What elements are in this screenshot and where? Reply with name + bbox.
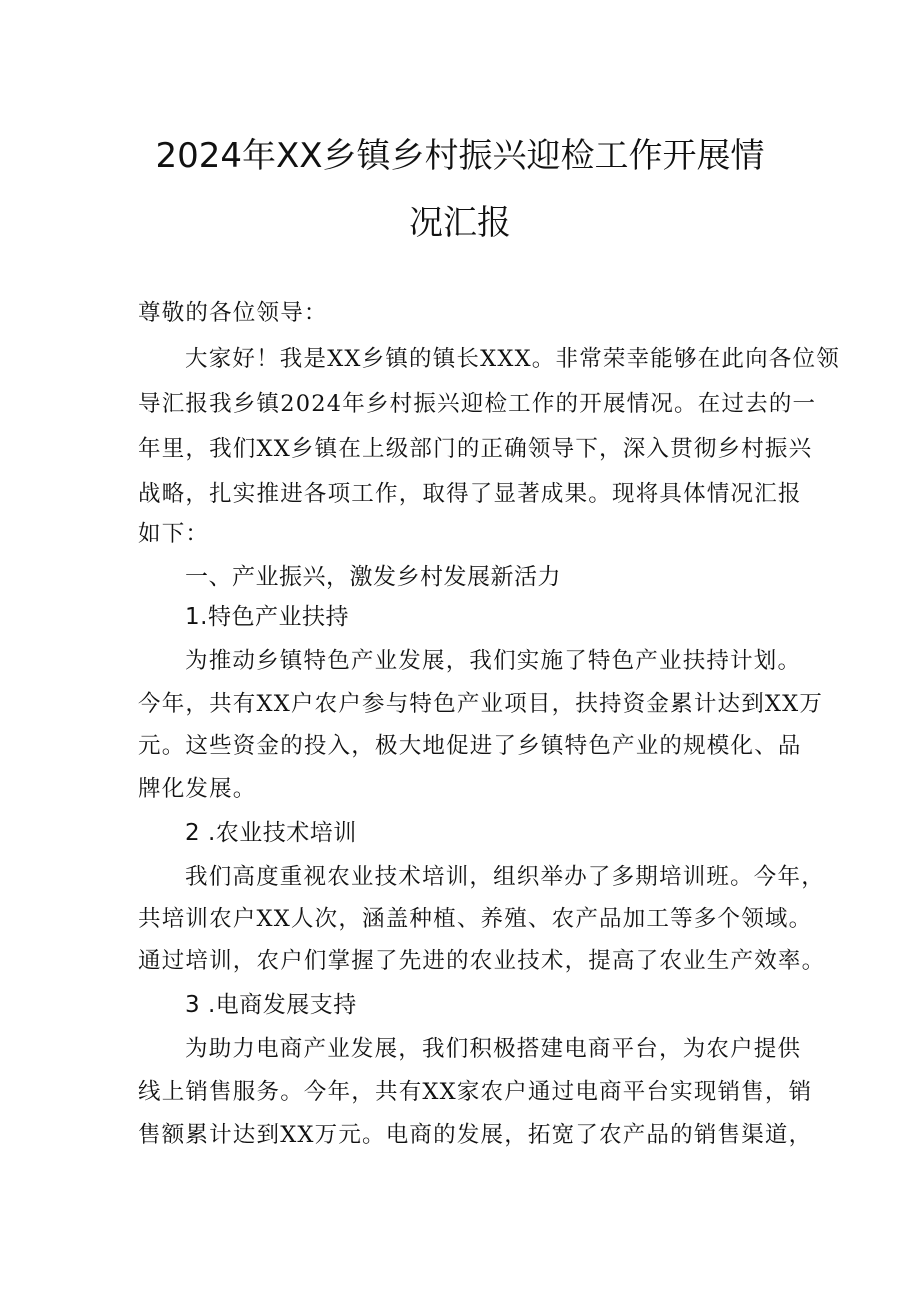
paragraph-line: 共培训农户XX人次，涵盖种植、养殖、农产品加工等多个领域。 [138, 906, 813, 932]
paragraph-line: 线上销售服务。今年，共有XX家农户通过电商平台实现销售，销 [138, 1079, 813, 1105]
paragraph-line: 为助力电商产业发展，我们积极搭建电商平台，为农户提供 [185, 1036, 802, 1062]
intro-line: 如下： [138, 521, 210, 547]
subheading-ecommerce: 3 .电商发展支持 [185, 992, 357, 1018]
paragraph-line: 元。这些资金的投入，极大地促进了乡镇特色产业的规模化、品 [138, 733, 802, 759]
paragraph-line: 今年，共有XX户农户参与特色产业项目，扶持资金累计达到XX万 [138, 691, 824, 717]
intro-line: 年里，我们XX乡镇在上级部门的正确领导下，深入贯彻乡村振兴 [138, 436, 813, 462]
intro-line: 大家好！我是XX乡镇的镇长XXX。非常荣幸能够在此向各位领 [185, 346, 840, 372]
paragraph-line: 牌化发展。 [138, 776, 257, 802]
intro-line: 战略，扎实推进各项工作，取得了显著成果。现将具体情况汇报 [138, 481, 802, 507]
salutation: 尊敬的各位领导： [138, 300, 328, 326]
paragraph-line: 售额累计达到XX万元。电商的发展，拓宽了农产品的销售渠道， [138, 1122, 813, 1148]
section-heading-industry: 一、产业振兴，激发乡村发展新活力 [185, 564, 561, 590]
paragraph-line: 为推动乡镇特色产业发展，我们实施了特色产业扶持计划。 [185, 648, 802, 674]
paragraph-line: 通过培训，农户们掌握了先进的农业技术，提高了农业生产效率。 [138, 948, 826, 974]
subheading-special-industry: 1.特色产业扶持 [185, 604, 349, 630]
document-title-line-1: 2024年XX乡镇乡村振兴迎检工作开展情 [155, 136, 765, 176]
subheading-agri-training: 2 .农业技术培训 [185, 820, 357, 846]
document-title-line-2: 况汇报 [409, 203, 511, 243]
intro-line: 导汇报我乡镇2024年乡村振兴迎检工作的开展情况。在过去的一 [138, 391, 817, 417]
paragraph-line: 我们高度重视农业技术培训，组织举办了多期培训班。今年， [185, 864, 825, 890]
